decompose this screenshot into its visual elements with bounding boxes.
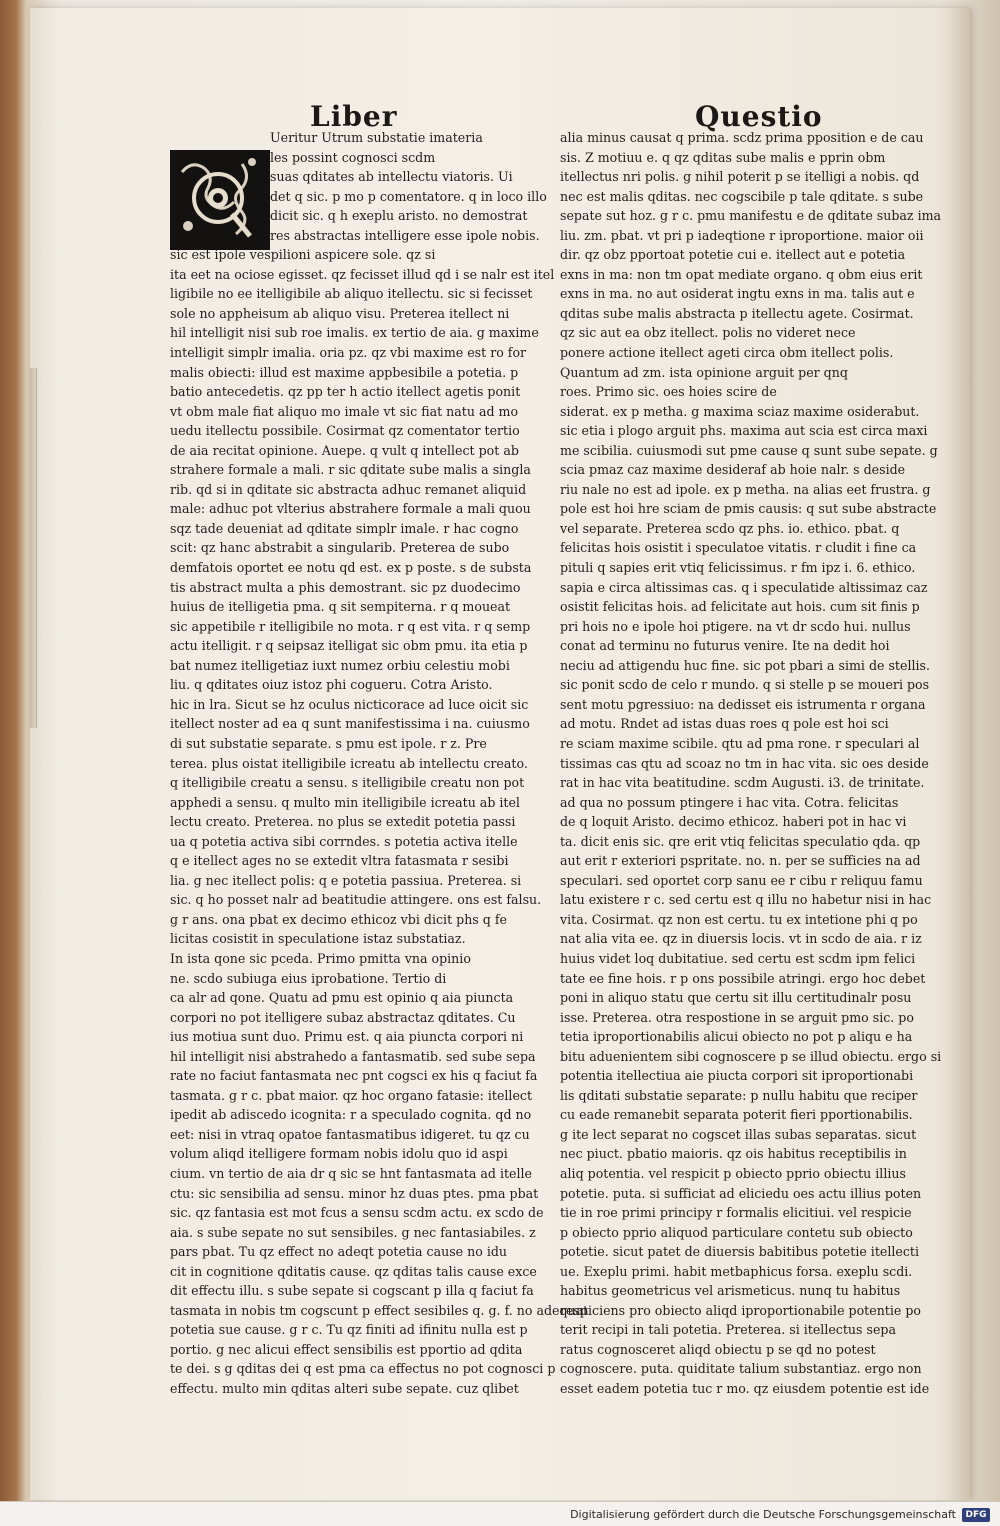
text-line: osistit felicitas hois. ad felicitate aut hois. cum sit finis p xyxy=(560,599,920,615)
text-line: lis qditati substatie separate: p nullu habitu que reciper xyxy=(560,1087,918,1103)
text-line: ita eet na ociose egisset. qz fecisset illud qd i se nalr est itel xyxy=(170,266,555,282)
text-line: licitas cosistit in speculatione istaz substatiaz. xyxy=(170,931,466,947)
running-head-right: Questio xyxy=(695,100,823,133)
text-line: re sciam maxime scibile. qtu ad pma rone. r speculari al xyxy=(560,735,920,751)
text-line: lectu creato. Preterea. no plus se extedit potetia passi xyxy=(170,814,516,830)
text-line: ipedit ab adiscedo icognita: r a speculado cognita. qd no xyxy=(170,1107,532,1123)
right-text-column xyxy=(560,128,942,1399)
text-line: scit: qz hanc abstrabit a singularib. Preterea de subo xyxy=(170,540,510,556)
text-line: portio. g nec alicui effect sensibilis est pportio ad qdita xyxy=(170,1341,523,1357)
text-line: g ite lect separat no cogscet illas subas separatas. sicut xyxy=(560,1126,917,1142)
text-line: poni in aliquo statu que certu sit illu certitudinalr posu xyxy=(560,990,912,1006)
text-line: exns in ma. no aut osiderat ingtu exns in ma. talis aut e xyxy=(560,286,915,302)
text-line: riu nale no est ad ipole. ex p metha. na alias eet frustra. g xyxy=(560,481,931,497)
text-line: me scibilia. cuiusmodi sut pme cause q sunt sube sepate. g xyxy=(560,442,938,458)
text-line: sic. q ho posset nalr ad beatitudie attingere. ons est falsu. xyxy=(170,892,542,908)
text-line: g r ans. ona pbat ex decimo ethicoz vbi dicit phs q fe xyxy=(170,911,507,927)
text-line: demfatois oportet ee notu qd est. ex p poste. s de substa xyxy=(170,560,532,576)
text-line: p obiecto pprio aliquod particulare contetu sub obiecto xyxy=(560,1224,913,1240)
text-line: ponere actione itellect ageti circa obm itellect polis. xyxy=(560,345,894,361)
dfg-logo-icon: DFG xyxy=(962,1508,990,1522)
text-line: aliq potentia. vel respicit p obiecto pprio obiectu illius xyxy=(560,1165,906,1181)
text-line: tasmata in nobis tm cogscunt p effect sesibiles q. g. f. no adequat xyxy=(170,1302,589,1318)
text-line: felicitas hois osistit i speculatoe vitatis. r cludit i fine ca xyxy=(560,540,917,556)
text-line: aut erit r exteriori pspritate. no. n. per se sufficies na ad xyxy=(560,853,921,869)
text-line: habitus geometricus vel arismeticus. nunq tu habitus xyxy=(560,1283,901,1299)
text-line: terea. plus oistat itelligibile icreatu ab intellectu creato. xyxy=(170,755,528,771)
text-line: bat numez itelligetiaz iuxt numez orbiu celestiu mobi xyxy=(170,657,510,673)
text-line: pri hois no e ipole hoi ptigere. na vt dr scdo hui. nullus xyxy=(560,618,911,634)
text-line: exns in ma: non tm opat mediate organo. q obm eius erit xyxy=(560,266,923,282)
text-line: sis. Z motiuu e. q qz qditas sube malis e pprin obm xyxy=(560,149,886,165)
text-line: batio antecedetis. qz pp ter h actio itellect agetis ponit xyxy=(170,384,521,400)
text-line: dit effectu illu. s sube sepate si cogscant p illa q faciut fa xyxy=(170,1283,534,1299)
text-line: cognoscere. puta. quiditate talium substantiaz. ergo non xyxy=(560,1361,922,1377)
text-line: hil intelligit nisi abstrahedo a fantasmatib. sed sube sepa xyxy=(170,1048,536,1064)
text-line: Ueritur Utrum substatie imateria xyxy=(270,130,483,145)
text-line: q e itellect ages no se extedit vltra fatasmata r sesibi xyxy=(170,853,509,869)
text-line: huius de itelligetia pma. q sit sempiterna. r q moueat xyxy=(170,599,511,615)
text-line: de q loquit Aristo. decimo ethicoz. haberi pot in hac vi xyxy=(560,814,907,830)
left-text-column xyxy=(170,128,589,1399)
text-line: hil intelligit nisi sub roe imalis. ex tertio de aia. g maxime xyxy=(170,325,539,341)
text-line: dicit sic. q h exeplu aristo. no demostrat xyxy=(270,208,528,224)
text-line: cu eade remanebit separata poterit fieri pportionabilis. xyxy=(560,1107,913,1123)
running-head-left: Liber xyxy=(310,100,398,133)
text-line: sole no appheisum ab aliquo visu. Preterea itellect ni xyxy=(170,305,510,321)
text-line: ca alr ad qone. Quatu ad pmu est opinio q aia piuncta xyxy=(170,990,514,1006)
text-line: strahere formale a mali. r sic qditate sube malis a singla xyxy=(170,462,531,478)
text-line: rate no faciut fantasmata nec pnt cogsci ex his q faciut fa xyxy=(170,1068,538,1084)
text-line: malis obiecti: illud est maxime appbesibile a potetia. p xyxy=(170,364,519,380)
text-line: potetia sue cause. g r c. Tu qz finiti ad ifinitu nulla est p xyxy=(170,1322,528,1338)
text-line: cium. vn tertio de aia dr q sic se hnt fantasmata ad itelle xyxy=(170,1165,533,1181)
text-line: res abstractas intelligere esse ipole nobis. xyxy=(270,227,540,243)
text-line: effectu. multo min qditas alteri sube sepate. cuz qlibet xyxy=(170,1381,519,1396)
text-line: bitu aduenientem sibi cognoscere p se illud obiectu. ergo si xyxy=(560,1048,942,1064)
text-line: In ista qone sic pceda. Primo pmitta vna opinio xyxy=(170,950,471,966)
footer-credit: Digitalisierung gefördert durch die Deutsche Forschungsgemeinschaft xyxy=(570,1508,956,1521)
text-line: tate ee fine hois. r p ons possibile atringi. ergo hoc debet xyxy=(560,970,926,986)
page-gutter-shadow xyxy=(946,8,970,1500)
text-line: ad motu. Rndet ad istas duas roes q pole est hoi sci xyxy=(560,716,889,732)
text-line: dir. qz obz pportoat potetie cui e. itellect aut e potetia xyxy=(560,247,906,263)
text-line: vita. Cosirmat. qz non est certu. tu ex intetione phi q po xyxy=(560,911,918,927)
text-line: sic ponit scdo de celo r mundo. q si stelle p se moueri pos xyxy=(560,677,930,693)
text-line: terit recipi in tali potetia. Preterea. si itellectus sepa xyxy=(560,1322,896,1338)
text-line: pituli q sapies erit vtiq felicissimus. r fm ipz i. 6. ethico. xyxy=(560,560,916,576)
text-line: les possint cognosci scdm xyxy=(270,149,436,165)
text-line: male: adhuc pot vlterius abstrahere formale a mali quou xyxy=(170,501,531,517)
text-line: tis abstract multa a phis demostrant. sic pz duodecimo xyxy=(170,579,521,595)
text-line: de aia recitat opinione. Auepe. q vult q intellect pot ab xyxy=(170,442,519,458)
text-line: potentia itellectiua aie piucta corpori sit iproportionabi xyxy=(560,1068,914,1084)
text-line: di sut substatie separate. s pmu est ipole. r z. Pre xyxy=(170,735,487,751)
text-line: tetia iproportionabilis alicui obiecto no pot p aliqu e ha xyxy=(560,1029,913,1045)
text-line: sic. qz fantasia est mot fcus a sensu scdm actu. ex scdo de xyxy=(170,1205,544,1221)
text-line: sqz tade deueniat ad qditate simplr imale. r hac cogno xyxy=(170,520,519,536)
text-line: tie in roe primi principy r formalis elicitiui. vel respicie xyxy=(560,1205,912,1221)
text-line: potetie. sicut patet de diuersis babitibus potetie itellecti xyxy=(560,1244,920,1260)
text-line: potetie. puta. si sufficiat ad eliciedu oes actu illius poten xyxy=(560,1185,922,1201)
text-line: ratus cognosceret aliqd obiectu p se qd no potest xyxy=(560,1341,876,1357)
text-line: nec est malis qditas. nec cogscibile p tale qditate. s sube xyxy=(560,188,924,204)
text-line: siderat. ex p metha. g maxima sciaz maxime osiderabut. xyxy=(560,403,920,419)
text-line: isse. Preterea. otra respostione in se arguit pmo sic. po xyxy=(560,1009,914,1025)
text-line: ius motiua sunt duo. Primu est. q aia piuncta corpori ni xyxy=(170,1029,524,1045)
text-line: huius videt loq dubitatiue. sed certu est scdm ipm felici xyxy=(560,950,916,966)
text-line: sic etia i plogo arguit phs. maxima aut scia est circa maxi xyxy=(560,423,928,439)
text-line: pars pbat. Tu qz effect no adeqt potetia cause no idu xyxy=(170,1244,508,1260)
text-line: corpori no pot itelligere subaz abstractaz qditates. Cu xyxy=(170,1009,516,1025)
text-line: Quantum ad zm. ista opinione arguit per qnq xyxy=(560,364,848,380)
text-line: sent motu pgressiuo: na dedisset eis istrumenta r organa xyxy=(560,696,926,712)
text-line: ad qua no possum ptingere i hac vita. Cotra. felicitas xyxy=(560,794,899,810)
text-line: vt obm male fiat aliquo mo imale vt sic fiat natu ad mo xyxy=(170,403,519,419)
text-line: cit in cognitione qditatis cause. qz qditas talis cause exce xyxy=(170,1263,537,1279)
text-line: qditas sube malis abstracta p itellectu agete. Cosirmat. xyxy=(560,305,914,321)
text-line: ligibile no ee itelligibile ab aliquo itellectu. sic si fecisset xyxy=(170,286,533,302)
text-line: det q sic. p mo p comentatore. q in loco illo xyxy=(270,188,547,204)
text-line: itellect noster ad ea q sunt manifestissima i na. cuiusmo xyxy=(170,716,530,732)
text-line: roes. Primo sic. oes hoies scire de xyxy=(560,384,777,400)
text-line: sic est ipole vespilioni aspicere sole. qz si xyxy=(170,247,436,263)
text-line: rat in hac vita beatitudine. scdm Augusti. i3. de trinitate. xyxy=(560,775,925,791)
text-line: sepate sut hoz. g r c. pmu manifestu e de qditate subaz ima xyxy=(560,208,942,224)
text-line: respiciens pro obiecto aliqd iproportionabile potentie po xyxy=(560,1302,921,1318)
text-line: vel separate. Preterea scdo qz phs. io. ethico. pbat. q xyxy=(560,520,900,536)
text-line: ctu: sic sensibilia ad sensu. minor hz duas ptes. pma pbat xyxy=(170,1185,539,1201)
text-line: neciu ad attigendu huc fine. sic pot pbari a simi de stellis. xyxy=(560,657,930,673)
text-line: tissimas cas qtu ad scoaz no tm in hac vita. sic oes deside xyxy=(560,755,929,771)
text-line: speculari. sed oportet corp sanu ee r cibu r reliquu famu xyxy=(560,872,923,888)
text-line: itellectus nri polis. g nihil poterit p se itelligi a nobis. qd xyxy=(560,169,920,185)
text-line: esset eadem potetia tuc r mo. qz eiusdem potentie est ide xyxy=(560,1381,930,1396)
text-line: conat ad terminu no futurus venire. Ite na dedit hoi xyxy=(560,638,890,654)
text-line: apphedi a sensu. q multo min itelligibile icreatu ab itel xyxy=(170,794,520,810)
text-line: te dei. s g qditas dei q est pma ca effectus no pot cognosci p xyxy=(170,1361,556,1377)
page-clip-marker xyxy=(30,368,37,728)
text-line: q itelligibile creatu a sensu. s itelligibile creatu non pot xyxy=(170,775,525,791)
text-line: tasmata. g r c. pbat maior. qz hoc organo fatasie: itellect xyxy=(170,1087,533,1103)
text-line: suas qditates ab intellectu viatoris. Ui xyxy=(270,169,513,185)
text-line: actu itelligit. r q seipsaz itelligat sic obm pmu. ita etia p xyxy=(170,638,528,654)
text-line: sic appetibile r itelligibile no mota. r q est vita. r q semp xyxy=(170,618,531,634)
text-line: nat alia vita ee. qz in diuersis locis. vt in scdo de aia. r iz xyxy=(560,931,922,947)
text-line: latu existere r c. sed certu est q illu no habetur nisi in hac xyxy=(560,892,932,908)
text-line: ta. dicit enis sic. qre erit vtiq felicitas speculatio qda. qp xyxy=(560,833,921,849)
text-line: lia. g nec itellect polis: q e potetia passiua. Preterea. si xyxy=(170,872,522,888)
text-line: qz sic aut ea obz itellect. polis no videret nece xyxy=(560,325,856,341)
text-line: sapia e circa altissimas cas. q i speculatide altissimaz caz xyxy=(560,579,928,595)
text-line: aia. s sube sepate no sut sensibiles. g nec fantasiabiles. z xyxy=(170,1224,536,1240)
text-line: liu. zm. pbat. vt pri p iadeqtione r iproportione. maior oii xyxy=(560,227,924,243)
text-line: eet: nisi in vtraq opatoe fantasmatibus idigeret. tu qz cu xyxy=(170,1126,530,1142)
text-line: hic in lra. Sicut se hz oculus nicticorace ad luce oicit sic xyxy=(170,696,529,712)
text-line: pole est hoi hre sciam de pmis causis: q sut sube abstracte xyxy=(560,501,937,517)
text-line: liu. q qditates oiuz istoz phi cogueru. Cotra Aristo. xyxy=(170,677,493,693)
text-line: uedu itellectu possibile. Cosirmat qz comentator tertio xyxy=(170,423,520,439)
text-line: rib. qd si in qditate sic abstracta adhuc remanet aliquid xyxy=(170,481,527,497)
text-line: intelligit simplr imalia. oria pz. qz vbi maxime est ro for xyxy=(170,345,527,361)
text-line: nec piuct. pbatio maioris. qz ois habitus receptibilis in xyxy=(560,1146,907,1162)
text-line: ua q potetia activa sibi corrndes. s potetia activa itelle xyxy=(170,833,518,849)
footer-bar xyxy=(0,1501,1000,1526)
text-line: ne. scdo subiuga eius iprobatione. Tertio di xyxy=(170,970,447,986)
text-line: volum aliqd itelligere formam nobis idolu quo id aspi xyxy=(170,1146,508,1162)
text-line: ue. Exeplu primi. habit metbaphicus forsa. exeplu scdi. xyxy=(560,1263,913,1279)
text-line: scia pmaz caz maxime desideraf ab hoie nalr. s deside xyxy=(560,462,906,478)
text-line: alia minus causat q prima. scdz prima pposition e de cau xyxy=(560,130,924,145)
